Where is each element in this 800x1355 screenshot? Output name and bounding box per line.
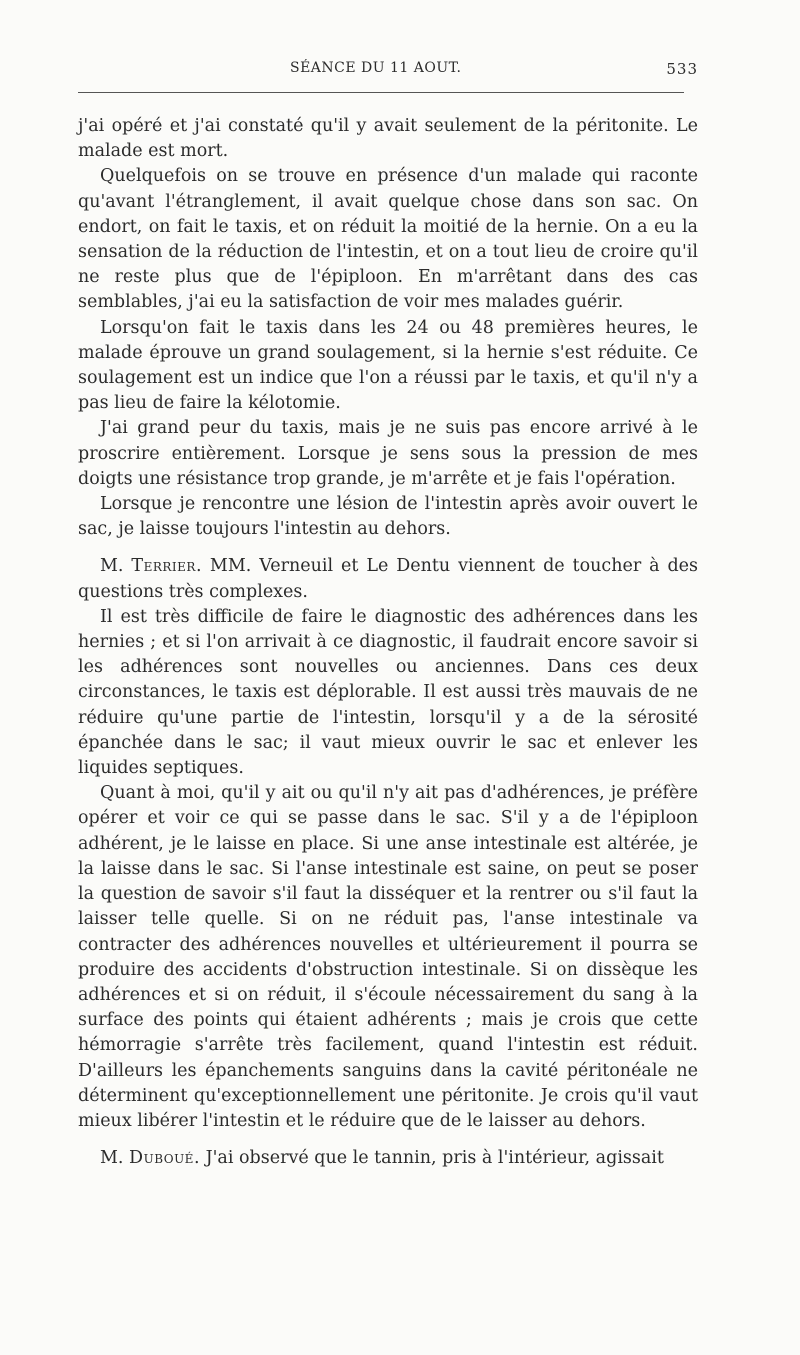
speaker-name: Duboué. xyxy=(129,1148,201,1169)
paragraph: J'ai grand peur du taxis, mais je ne suis pas encore arrivé à le proscrire entièrement. Lorsque je sens sous la pression de mes doigts une résistance trop grande, je m'arrête et je fais l'opération. xyxy=(78,418,698,489)
speaker-paragraph xyxy=(78,554,698,604)
speaker-prefix: M. xyxy=(100,1148,130,1169)
page-number: 533 xyxy=(666,60,698,78)
running-title: SÉANCE DU 11 AOUT. xyxy=(290,60,462,76)
body-text xyxy=(78,114,698,1171)
paragraph: Quant à moi, qu'il y ait ou qu'il n'y ait pas d'adhérences, je préfère opérer et voir ce qui se passe dans le sac. S'il y a de l'épiploon adhérent, je le laisse en place. Si une anse intestinale est altérée, je la laisse dans le sac. Si l'anse intestinale est saine, on peut se poser la question de savoir s'il faut la disséquer et la rentrer ou s'il faut la laisser telle quelle. Si on ne réduit pas, l'anse intestinale va contracter des adhérences nouvelles et ultérieurement il pourra se produire des accidents d'obstruction intestinale. Si on dissèque les adhérences et si on réduit, il s'écoule nécessairement du sang à la surface des points qui étaient adhérents ; mais je crois que cette hémorragie s'arrête très facilement, quand l'intestin est réduit. D'ailleurs les épanchements sanguins dans la cavité péritonéale ne déterminent qu'exceptionnellement une péritonite. Je crois qu'il vaut mieux libérer l'intestin et le réduire que de le laisser au dehors. xyxy=(78,783,698,1131)
paragraph: Lorsqu'on fait le taxis dans les 24 ou 48 premières heures, le malade éprouve un grand soulagement, si la hernie s'est réduite. Ce soulagement est un indice que l'on a réussi par le taxis, et qu'il n'y a pas lieu de faire la kélotomie. xyxy=(78,317,698,414)
paragraph: Il est très difficile de faire le diagnostic des adhérences dans les hernies ; et si l'on arrivait à ce diagnostic, il faudrait encore savoir si les adhérences sont nouvelles ou anciennes. Dans ces deux circonstances, le taxis est déplorable. Il est aussi très mauvais de ne réduire qu'une partie de l'intestin, lorsqu'il y a de la sérosité épanchée dans le sac; il vaut mieux ouvrir le sac et enlever les liquides septiques. xyxy=(78,606,698,779)
header-rule xyxy=(78,92,684,93)
page-header xyxy=(78,60,698,84)
speaker-text: MM. Verneuil et Le Dentu viennent de toucher à des questions très complexes. xyxy=(78,556,699,602)
paragraph: Lorsque je rencontre une lésion de l'intestin après avoir ouvert le sac, je laisse toujours l'intestin au dehors. xyxy=(78,494,698,540)
speaker-text: J'ai observé que le tannin, pris à l'intérieur, agissait xyxy=(200,1148,664,1169)
speaker-name: Terrier. xyxy=(131,556,203,577)
document-page xyxy=(78,0,698,1355)
paragraph: j'ai opéré et j'ai constaté qu'il y avait seulement de la péritonite. Le malade est mort. xyxy=(78,116,698,162)
paragraph: Quelquefois on se trouve en présence d'un malade qui raconte qu'avant l'étranglement, il avait quelque chose dans son sac. On endort, on fait le taxis, et on réduit la moitié de la hernie. On a eu la sensation de la réduction de l'intestin, et on a tout lieu de croire qu'il ne reste plus que de l'épiploon. En m'arrêtant dans des cas semblables, j'ai eu la satisfaction de voir mes malades guérir. xyxy=(78,166,698,313)
speaker-paragraph xyxy=(78,1146,698,1171)
speaker-prefix: M. xyxy=(100,556,132,577)
